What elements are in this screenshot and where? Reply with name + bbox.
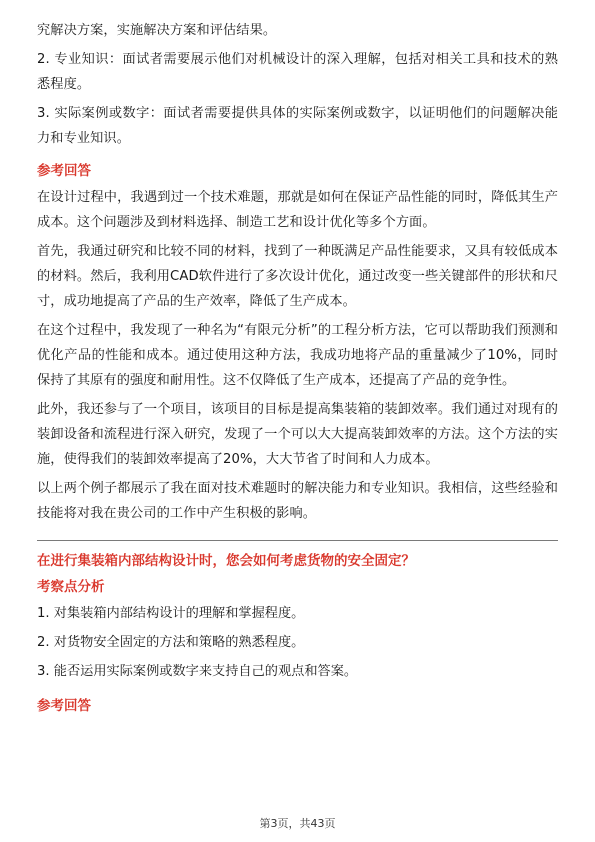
- answer-paragraph: 此外，我还参与了一个项目，该项目的目标是提高集装箱的装卸效率。我们通过对现有的装卸设备和流程进行深入研究，发现了一个可以大大提高装卸效率的方法。这个方法的实施，使得我们的装卸效率提高了20%，大大节省了时间和人力成本。: [37, 402, 558, 467]
- answer-paragraph: 首先，我通过研究和比较不同的材料，找到了一种既满足产品性能要求，又具有较低成本的材料。然后，我利用CAD软件进行了多次设计优化，通过改变一些关键部件的形状和尺寸，成功地提高了产品的生产效率，降低了生产成本。: [37, 244, 558, 309]
- section-heading-reference-answer-2: 参考回答: [37, 698, 91, 714]
- section-divider: [37, 540, 558, 541]
- section-heading-reference-answer: 参考回答: [37, 163, 91, 179]
- body-paragraph: 究解决方案，实施解决方案和评估结果。: [37, 23, 277, 38]
- answer-paragraph: 在设计过程中，我遇到过一个技术难题，那就是如何在保证产品性能的同时，降低其生产成本。这个问题涉及到材料选择、制造工艺和设计优化等多个方面。: [37, 190, 558, 230]
- answer-paragraph: 以上两个例子都展示了我在面对技术难题时的解决能力和专业知识。我相信，这些经验和技能将对我在贵公司的工作中产生积极的影响。: [37, 481, 558, 521]
- document-page: [37, 18, 558, 720]
- answer-paragraph: 在这个过程中，我发现了一种名为“有限元分析”的工程分析方法，它可以帮助我们预测和优化产品的性能和成本。通过使用这种方法，我成功地将产品的重量减少了10%，同时保持了其原有的强度和耐用性。这不仅降低了生产成本，还提高了产品的竞争性。: [37, 323, 558, 388]
- question-title: 在进行集装箱内部结构设计时，您会如何考虑货物的安全固定？: [37, 553, 415, 569]
- body-paragraph: 2. 专业知识：面试者需要展示他们对机械设计的深入理解，包括对相关工具和技术的熟悉程度。: [37, 52, 558, 92]
- body-paragraph: 3. 实际案例或数字：面试者需要提供具体的实际案例或数字，以证明他们的问题解决能力和专业知识。: [37, 106, 558, 146]
- list-item: 3. 能否运用实际案例或数字来支持自己的观点和答案。: [37, 664, 358, 679]
- section-heading-analysis: 考察点分析: [37, 579, 105, 595]
- list-item: 1. 对集装箱内部结构设计的理解和掌握程度。: [37, 606, 305, 621]
- list-item: 2. 对货物安全固定的方法和策略的熟悉程度。: [37, 635, 305, 650]
- page-footer: 第3页，共43页: [259, 817, 336, 830]
